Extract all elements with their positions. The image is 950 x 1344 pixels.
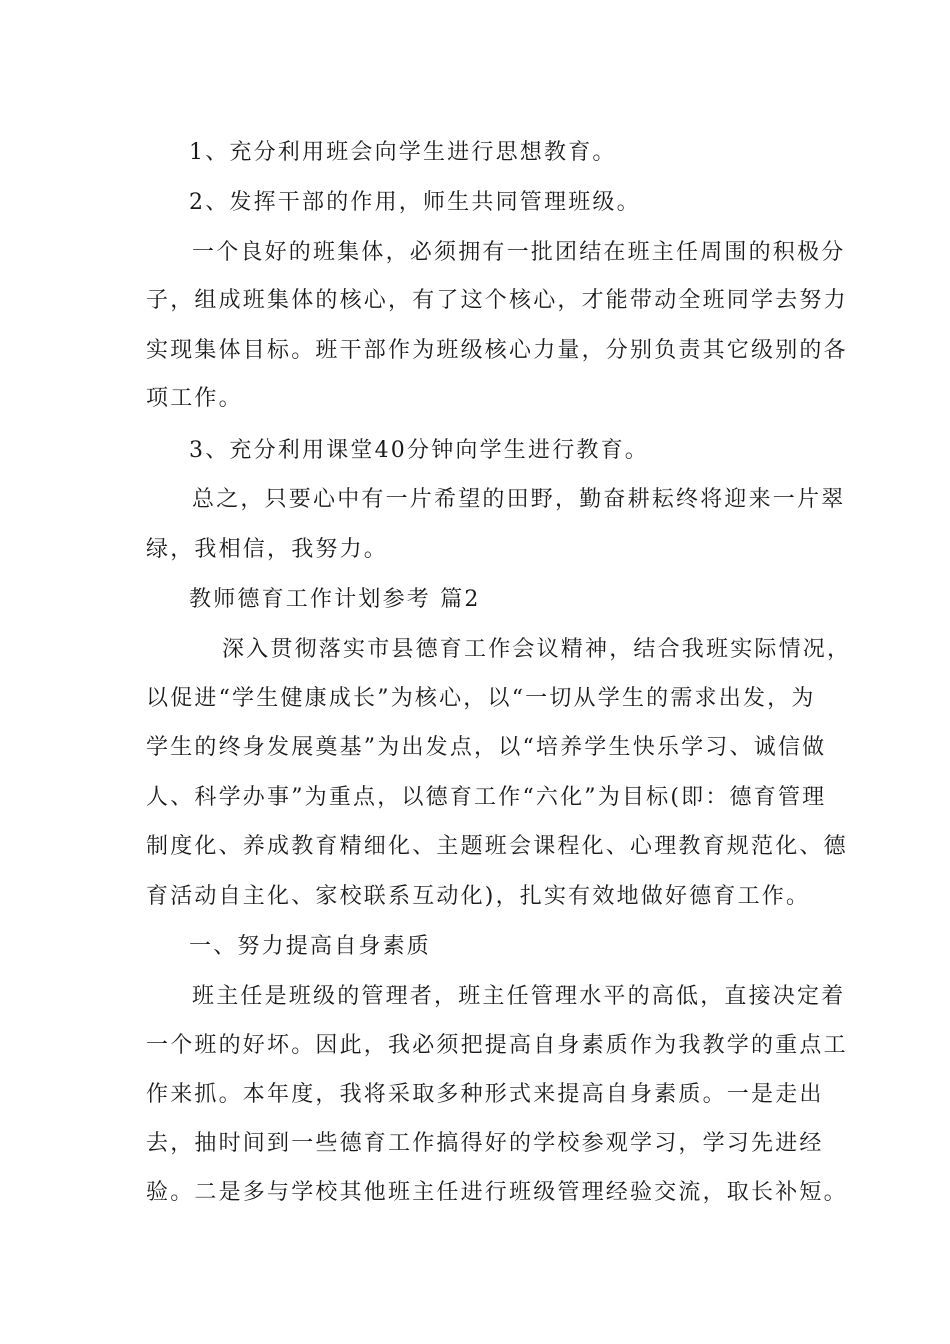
text-line: 以促进“学生健康成长”为核心，以“一切从学生的需求出发，为: [146, 686, 816, 711]
text-line: 1、充分利用班会向学生进行思想教育。: [189, 140, 617, 165]
text-line: 验。二是多与学校其他班主任进行班级管理经验交流，取长补短。: [146, 1180, 848, 1205]
text-line: 项工作。: [146, 386, 243, 411]
text-line: 一个班的好坏。因此，我必须把提高自身素质作为我教学的重点工: [146, 1033, 848, 1058]
text-line: 子，组成班集体的核心，有了这个核心，才能带动全班同学去努力: [146, 288, 848, 313]
text-line: 一个良好的班集体，必须拥有一批团结在班主任周围的积极分: [192, 240, 846, 265]
text-line: 深入贯彻落实市县德育工作会议精神，结合我班实际情况，: [222, 637, 852, 662]
text-line: 总之，只要心中有一片希望的田野，勤奋耕耘终将迎来一片翠: [192, 487, 846, 512]
text-line: 去，抽时间到一些德育工作搞得好的学校参观学习，学习先进经: [146, 1131, 824, 1156]
text-line: 班主任是班级的管理者，班主任管理水平的高低，直接决定着: [192, 984, 846, 1009]
text-line: 3、充分利用课堂40分钟向学生进行教育。: [189, 438, 649, 463]
text-line: 制度化、养成教育精细化、主题班会课程化、心理教育规范化、德: [146, 834, 848, 859]
text-line: 2、发挥干部的作用，师生共同管理班级。: [189, 190, 641, 215]
text-line: 育活动自主化、家校联系互动化)，扎实有效地做好德育工作。: [146, 884, 811, 909]
text-line: 绿，我相信，我努力。: [146, 537, 389, 562]
text-line: 人、科学办事”为重点，以德育工作“六化”为目标(即：德育管理: [146, 785, 827, 810]
text-line: 学生的终身发展奠基”为出发点，以“培养学生快乐学习、诚信做: [146, 735, 827, 760]
section-heading: 一、努力提高自身素质: [189, 934, 432, 959]
text-line: 作来抓。本年度，我将采取多种形式来提高自身素质。一是走出: [146, 1082, 824, 1107]
section-heading: 教师德育工作计划参考 篇2: [189, 587, 481, 612]
text-line: 实现集体目标。班干部作为班级核心力量，分别负责其它级别的各: [146, 338, 848, 363]
